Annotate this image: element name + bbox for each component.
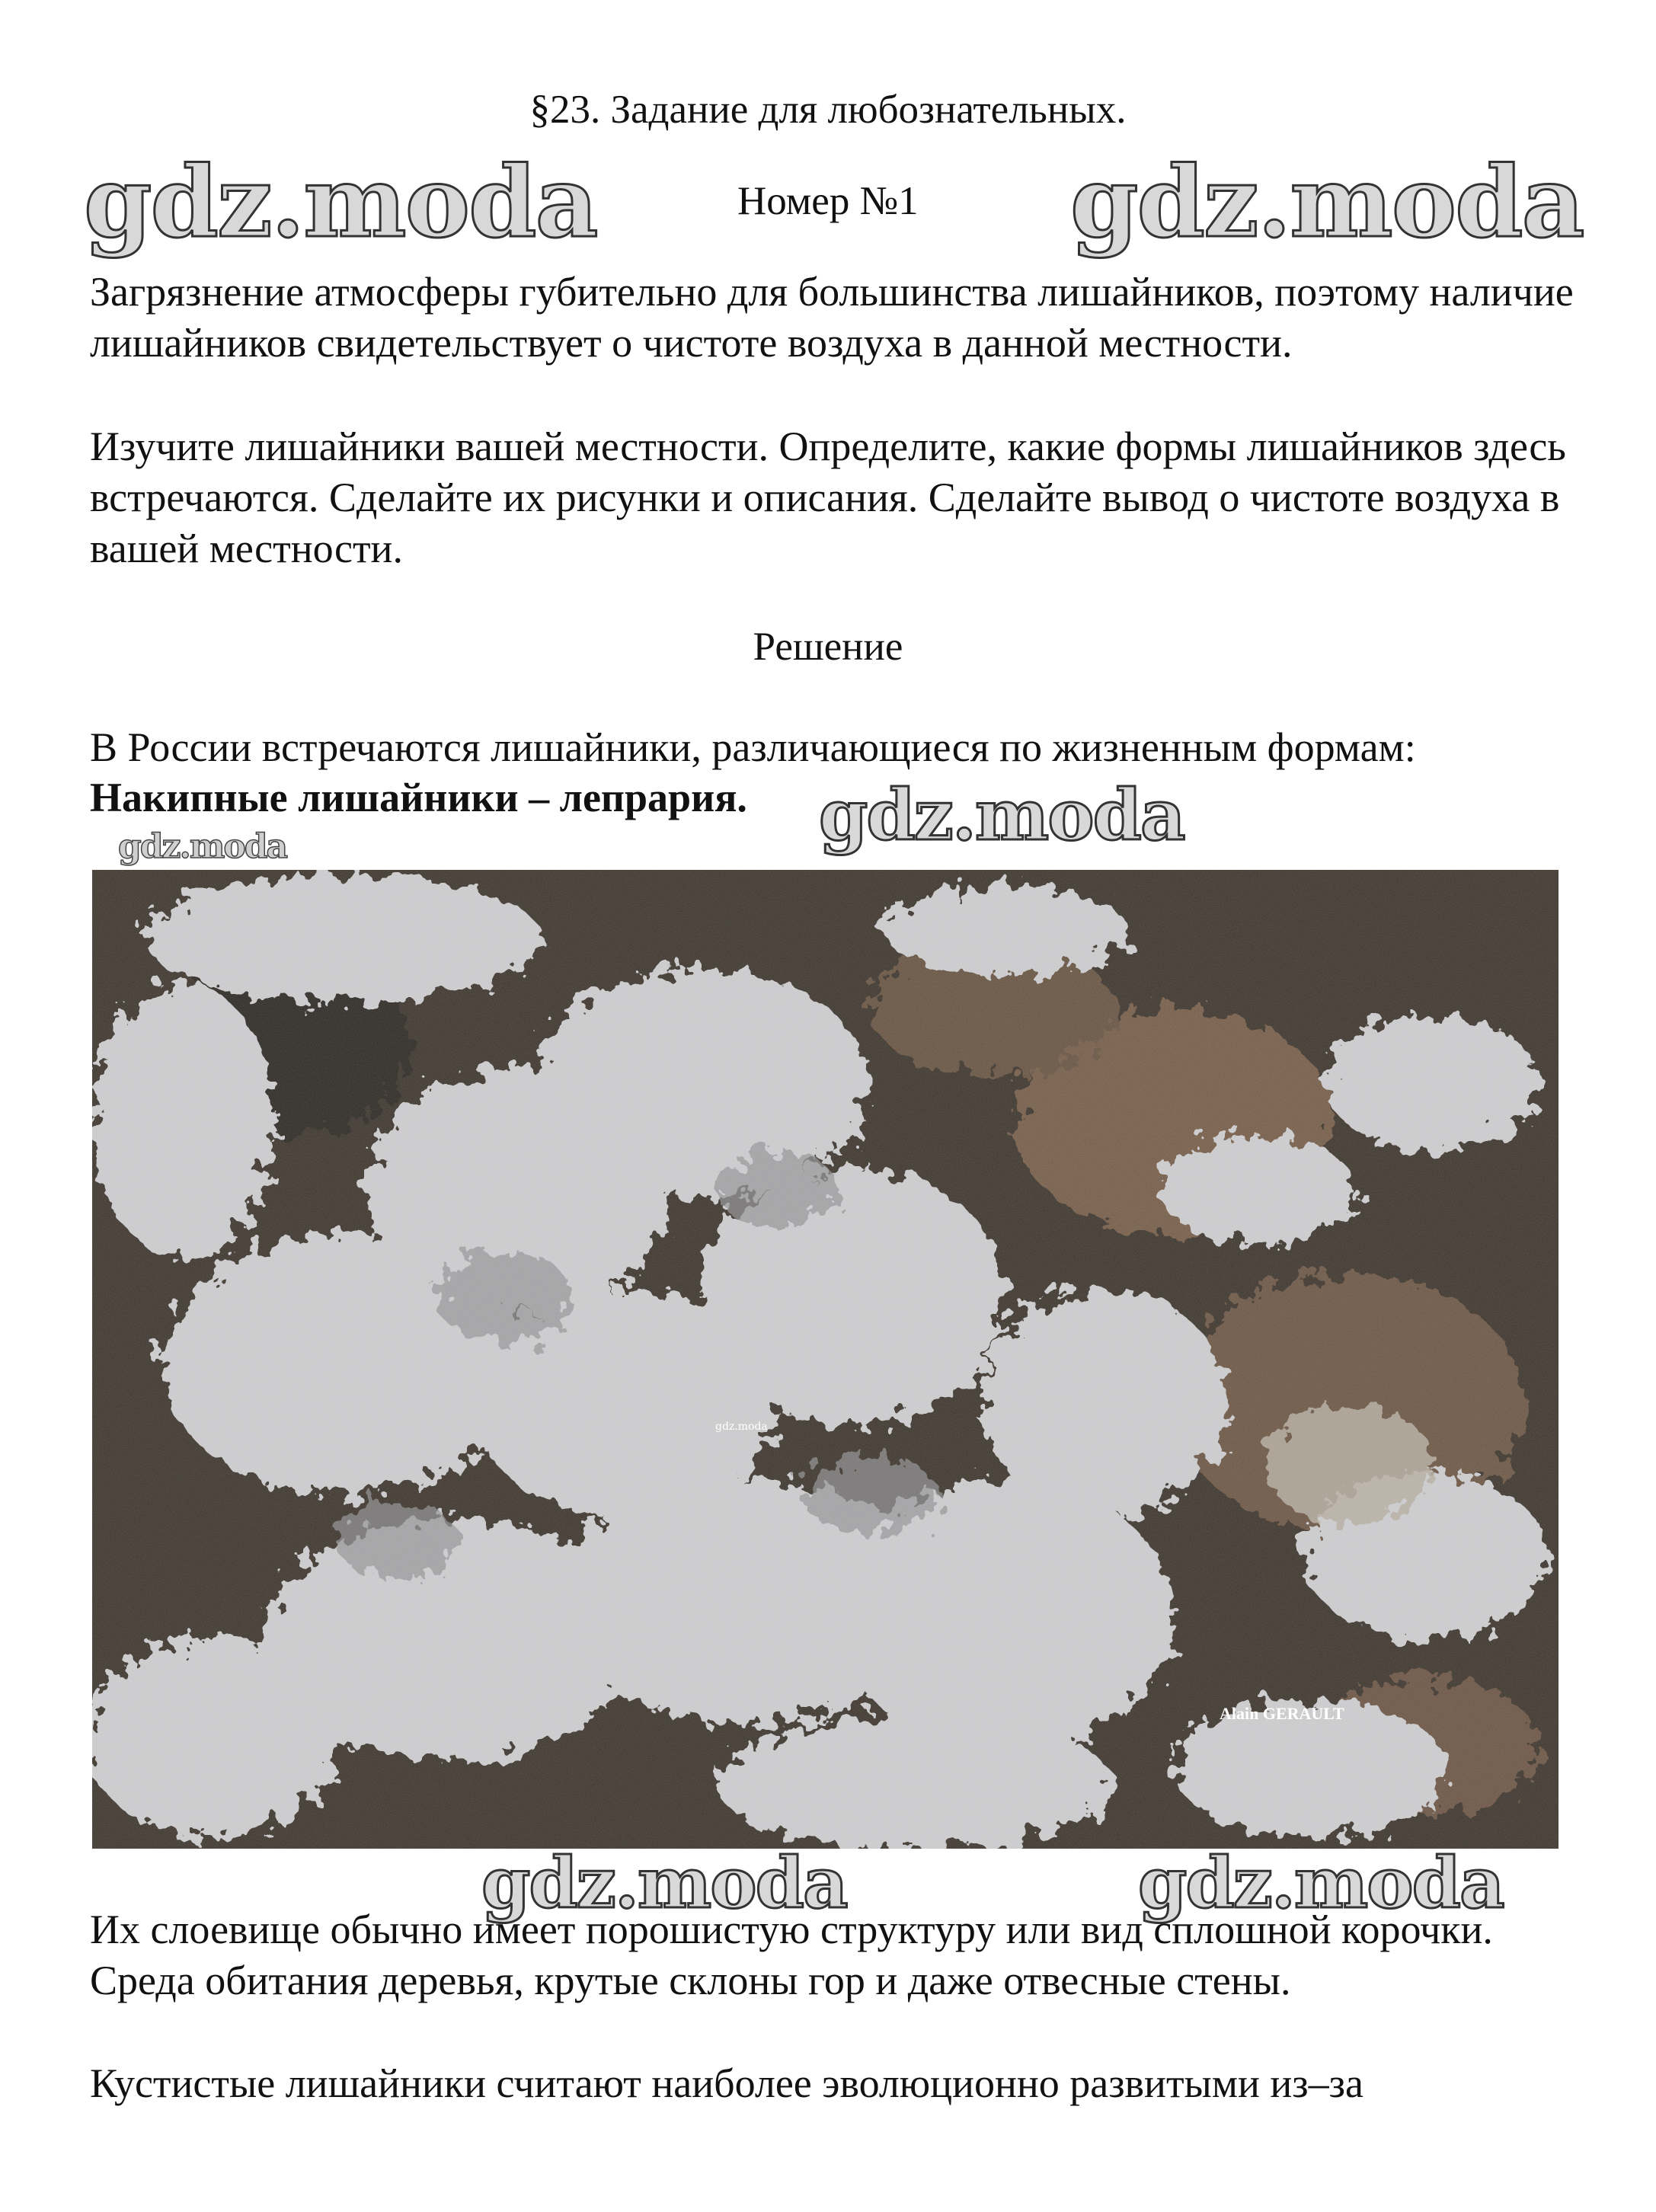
lichen-photo (92, 870, 1558, 1849)
task-number: Номер №1 (737, 179, 919, 223)
lichen-photo-graphic (92, 870, 1558, 1849)
watermark-logo: gdz.moda (84, 145, 597, 260)
solution-paragraph-last: Кустистые лишайники считают наиболее эволюционно развитыми из–за (90, 2060, 1363, 2106)
watermark-logo: gdz.moda (819, 774, 1184, 856)
photo-credit: Alain GERAULT (1220, 1704, 1344, 1723)
task-paragraph-1: Загрязнение атмосферы губительно для большинства лишайников, поэтому наличие лишайников свидетельствует о чистоте воздуха в данной местности. (90, 269, 1574, 366)
solution-subheading: Накипные лишайники – лепрария. (90, 775, 747, 820)
task-paragraph-2: Изучите лишайники вашей местности. Определите, какие формы лишайников здесь встречаются. Сделайте их рисунки и описания. Сделайте вывод о чистоте воздуха в вашей местности. (90, 424, 1566, 571)
solution-intro: В России встречаются лишайники, различающиеся по жизненным формам: (90, 724, 1416, 770)
watermark-logo: gdz.moda (1070, 145, 1584, 260)
solution-paragraph-after-photo: Их слоевище обычно имеет порошистую структуру или вид сплошной корочки. Среда обитания деревья, крутые склоны гор и даже отвесные стены. (90, 1907, 1493, 2003)
solution-heading: Решение (753, 625, 903, 669)
watermark-logo: gdz.moda (715, 1421, 768, 1433)
section-title: §23. Задание для любознательных. (529, 88, 1127, 132)
watermark-logo: gdz.moda (1138, 1842, 1504, 1924)
watermark-logo: gdz.moda (118, 827, 287, 866)
watermark-logo: gdz.moda (481, 1842, 847, 1924)
